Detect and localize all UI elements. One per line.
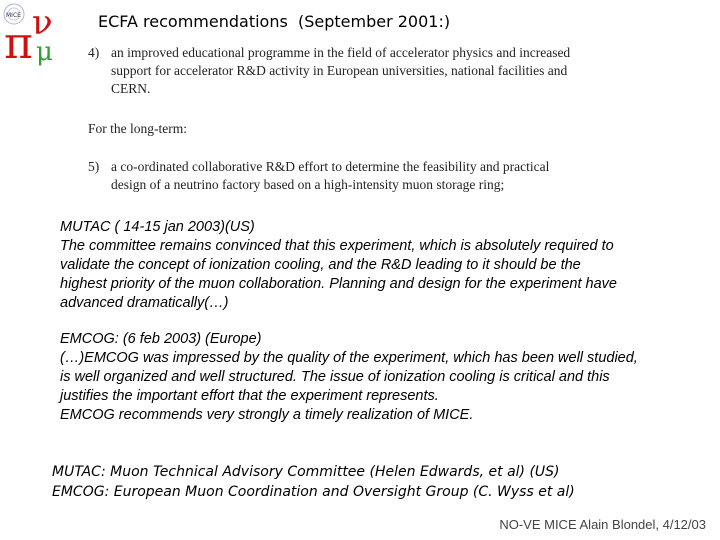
- ecfa-item-5: [88, 158, 581, 194]
- emcog-statement: [60, 330, 710, 425]
- page-title: ECFA recommendations (September 2001:): [98, 12, 451, 31]
- mutac-line: advanced dramatically(…): [60, 295, 229, 311]
- definition-emcog: EMCOG: European Muon Coordination and Oversight Group (C. Wyss et al): [52, 484, 575, 500]
- mutac-statement: [60, 218, 710, 313]
- footer-credit: NO-VE MICE Alain Blondel, 4/12/03: [499, 517, 706, 532]
- acronym-definitions: [52, 462, 575, 502]
- logo-mice-text: MICE: [6, 12, 21, 19]
- quote-line: support for accelerator R&D activity in European universities, national facilities and: [111, 63, 568, 78]
- quote-line: an improved educational programme in the field of accelerator physics and increased: [111, 45, 571, 60]
- mutac-header: MUTAC ( 14-15 jan 2003)(US): [60, 219, 255, 235]
- mutac-line: The committee remains convinced that this experiment, which is absolutely required to: [60, 238, 614, 254]
- mutac-line: validate the concept of ionization cooling, and the R&D leading to it should be the: [60, 257, 581, 273]
- emcog-header: EMCOG: (6 feb 2003) (Europe): [60, 331, 262, 347]
- emcog-line: justifies the important effort that the experiment represents.: [60, 388, 439, 404]
- quote-line: CERN.: [111, 81, 151, 96]
- item-number: 5): [88, 159, 100, 174]
- logo-pi-glyph: π: [4, 18, 33, 68]
- mice-logo: [2, 2, 72, 68]
- quote-line: design of a neutrino factory based on a high-intensity muon storage ring;: [111, 177, 505, 192]
- ecfa-item-4: [88, 44, 581, 98]
- logo-mu-glyph: μ: [36, 37, 53, 67]
- emcog-line: EMCOG recommends very strongly a timely realization of MICE.: [60, 407, 474, 423]
- emcog-line: (…)EMCOG was impressed by the quality of the experiment, which has been well studied,: [60, 350, 638, 366]
- definition-mutac: MUTAC: Muon Technical Advisory Committee (Helen Edwards, et al) (US): [52, 464, 560, 480]
- emcog-line: is well organized and well structured. The issue of ionization cooling is critical and this: [60, 369, 610, 385]
- long-term-heading: For the long-term:: [88, 121, 187, 136]
- logo-nu-glyph: ν: [32, 3, 53, 43]
- mutac-line: highest priority of the muon collaboration. Planning and design for the experiment have: [60, 276, 617, 292]
- item-number: 4): [88, 45, 100, 60]
- quote-line: a co-ordinated collaborative R&D effort to determine the feasibility and practical: [111, 159, 550, 174]
